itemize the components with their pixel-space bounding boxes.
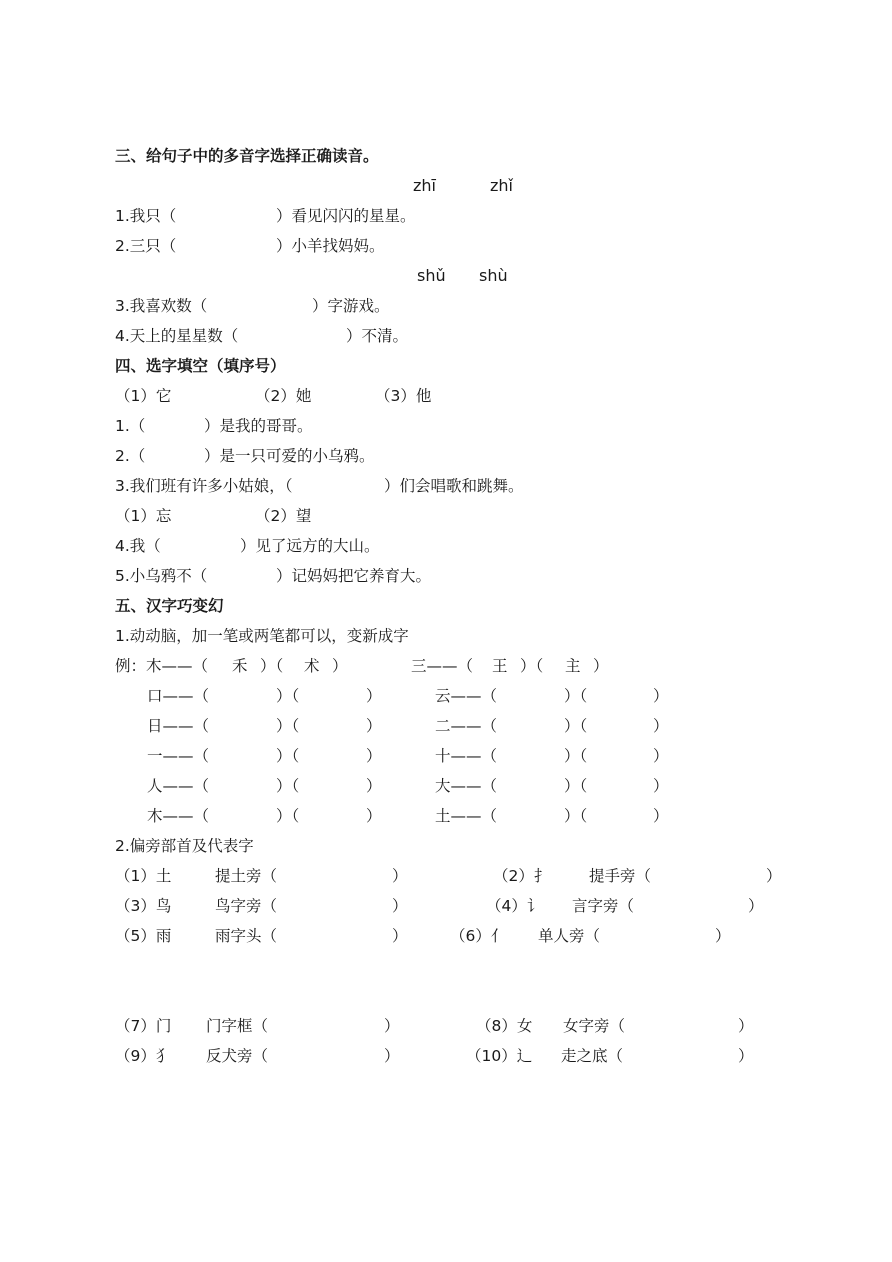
paren-mid: ）（	[276, 747, 300, 765]
paren-mid: ）（	[564, 807, 588, 825]
choice-option: （1）忘	[115, 507, 172, 525]
subsection-title: 2.偏旁部首及代表字	[115, 837, 254, 855]
paren-mid: ）（	[276, 717, 300, 735]
radical-name: 女字旁（	[563, 1017, 626, 1035]
question-suffix: ）小羊找妈妈。	[276, 237, 385, 255]
paren-end: ）	[653, 687, 669, 705]
char-row-left: 口——（	[147, 687, 210, 705]
radical-name: 言字旁（	[572, 897, 635, 915]
radical-close: ）	[738, 1047, 754, 1065]
radical-close: ）	[384, 1047, 400, 1065]
question-prefix: 5.小乌鸦不（	[115, 567, 208, 585]
radical-number: （8）女	[476, 1017, 533, 1035]
choice-option: （3）他	[375, 387, 432, 405]
question-prefix: 3.我喜欢数（	[115, 297, 208, 315]
example-answer: 术	[304, 657, 320, 675]
char-row-right: 十——（	[435, 747, 498, 765]
radical-name: 提土旁（	[215, 867, 278, 885]
section3-heading: 三、给句子中的多音字选择正确读音。	[115, 147, 379, 165]
paren-mid: ）（	[276, 687, 300, 705]
radical-number: （5）雨	[115, 927, 172, 945]
radical-name: 走之底（	[561, 1047, 624, 1065]
paren-end: ）	[653, 747, 669, 765]
pinyin-option: shù	[479, 266, 508, 285]
question-suffix: ）字游戏。	[312, 297, 390, 315]
paren-mid: ）（	[276, 807, 300, 825]
subsection-title: 1.动动脑，加一笔或两笔都可以，变新成字	[115, 627, 409, 645]
paren-end: ）	[653, 777, 669, 795]
question-prefix: 2.（	[115, 447, 146, 465]
choice-option: （2）她	[255, 387, 312, 405]
paren-end: ）	[366, 807, 382, 825]
question-suffix: ）看见闪闪的星星。	[276, 207, 416, 225]
example-answer: 王	[492, 657, 508, 675]
choice-option: （1）它	[115, 387, 172, 405]
example-answer: 主	[565, 657, 581, 675]
question-prefix: 3.我们班有许多小姑娘，（	[115, 477, 293, 495]
radical-number: （9）犭	[115, 1047, 172, 1065]
example-label: 三——（	[411, 657, 474, 675]
paren-end: ）	[653, 807, 669, 825]
radical-close: ）	[392, 897, 408, 915]
radical-close: ）	[766, 867, 782, 885]
example-paren: ）	[332, 657, 348, 675]
char-row-left: 木——（	[147, 807, 210, 825]
radical-number: （6）亻	[450, 927, 507, 945]
radical-name: 鸟字旁（	[215, 897, 278, 915]
char-row-left: 一——（	[147, 747, 210, 765]
char-row-right: 云——（	[435, 687, 498, 705]
question-suffix: ）是我的哥哥。	[204, 417, 313, 435]
paren-end: ）	[366, 747, 382, 765]
radical-close: ）	[748, 897, 764, 915]
paren-mid: ）（	[564, 717, 588, 735]
question-suffix: ）们会唱歌和跳舞。	[384, 477, 524, 495]
example-paren: ）	[593, 657, 609, 675]
paren-end: ）	[653, 717, 669, 735]
question-prefix: 2.三只（	[115, 237, 177, 255]
radical-close: ）	[738, 1017, 754, 1035]
char-row-right: 大——（	[435, 777, 498, 795]
paren-mid: ）（	[564, 687, 588, 705]
radical-number: （7）门	[115, 1017, 172, 1035]
paren-mid: ）（	[276, 777, 300, 795]
radical-name: 反犬旁（	[206, 1047, 269, 1065]
pinyin-option: shǔ	[417, 266, 446, 285]
char-row-right: 土——（	[435, 807, 498, 825]
pinyin-option: zhǐ	[490, 176, 513, 195]
radical-name: 提手旁（	[589, 867, 652, 885]
paren-end: ）	[366, 717, 382, 735]
radical-number: （10）辶	[466, 1047, 533, 1065]
example-paren: ）（	[260, 657, 284, 675]
radical-number: （4）讠	[486, 897, 543, 915]
question-prefix: 1.我只（	[115, 207, 177, 225]
radical-close: ）	[392, 927, 408, 945]
example-answer: 禾	[232, 657, 248, 675]
section4-heading: 四、选字填空（填序号）	[115, 357, 286, 375]
question-prefix: 1.（	[115, 417, 146, 435]
question-suffix: ）见了远方的大山。	[240, 537, 380, 555]
question-suffix: ）是一只可爱的小乌鸦。	[204, 447, 375, 465]
example-paren: ）（	[520, 657, 544, 675]
char-row-left: 人——（	[147, 777, 210, 795]
paren-mid: ）（	[564, 777, 588, 795]
paren-end: ）	[366, 777, 382, 795]
radical-number: （1）土	[115, 867, 172, 885]
question-prefix: 4.我（	[115, 537, 161, 555]
radical-name: 单人旁（	[538, 927, 601, 945]
pinyin-option: zhī	[413, 176, 436, 195]
question-prefix: 4.天上的星星数（	[115, 327, 239, 345]
example-label: 例：木——（	[115, 657, 209, 675]
paren-end: ）	[366, 687, 382, 705]
radical-number: （3）鸟	[115, 897, 172, 915]
radical-name: 雨字头（	[215, 927, 278, 945]
choice-option: （2）望	[255, 507, 312, 525]
question-suffix: ）记妈妈把它养育大。	[276, 567, 432, 585]
question-suffix: ）不清。	[346, 327, 409, 345]
radical-close: ）	[715, 927, 731, 945]
section5-heading: 五、汉字巧变幻	[115, 597, 224, 615]
paren-mid: ）（	[564, 747, 588, 765]
char-row-right: 二——（	[435, 717, 498, 735]
radical-number: （2）扌	[493, 867, 550, 885]
char-row-left: 日——（	[147, 717, 210, 735]
radical-close: ）	[392, 867, 408, 885]
radical-name: 门字框（	[206, 1017, 269, 1035]
radical-close: ）	[384, 1017, 400, 1035]
